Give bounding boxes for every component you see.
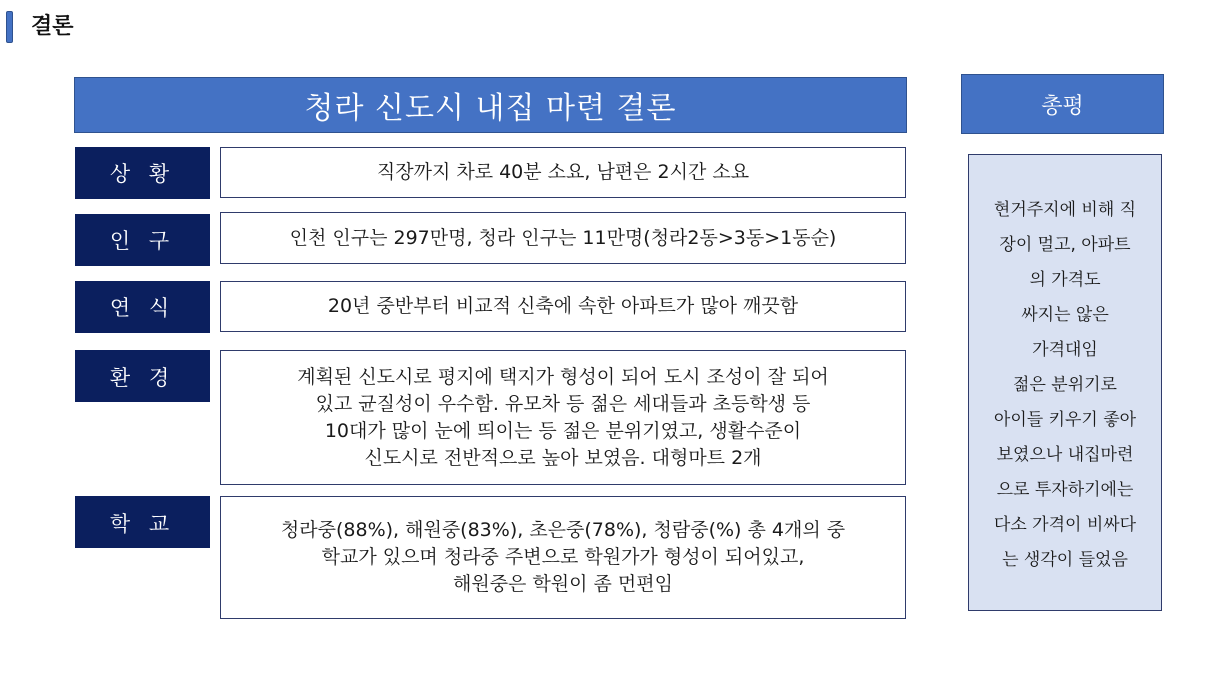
summary-line: 가격대임 [1032, 340, 1098, 360]
row-content-age [220, 281, 906, 332]
row-label-environment: 환 경 [75, 350, 210, 402]
summary-line: 싸지는 않은 [1021, 305, 1109, 325]
content-line: 직장까지 차로 40분 소요, 남편은 2시간 소요 [376, 161, 750, 183]
content-line: 학교가 있으며 청라중 주변으로 학원가가 형성이 되어있고, [321, 546, 805, 568]
content-line: 해원중은 학원이 좀 먼편임 [452, 573, 673, 595]
row-content-situation [220, 147, 906, 198]
content-line: 계획된 신도시로 평지에 택지가 형성이 되어 도시 조성이 잘 되어 [297, 365, 829, 388]
summary-line: 현거주지에 비해 직 [993, 200, 1137, 220]
summary-line: 아이들 키우기 좋아 [993, 410, 1137, 430]
content-line: 인천 인구는 297만명, 청라 인구는 11만명(청라2동>3동>1동순) [289, 226, 837, 249]
summary-line: 는 생각이 들었음 [1002, 550, 1128, 570]
row-content-school [220, 496, 906, 619]
row-label-school: 학 교 [75, 496, 210, 548]
summary-line: 보였으나 내집마련 [996, 445, 1134, 465]
summary-line: 다소 가격이 비싸다 [993, 515, 1137, 535]
summary-line: 으로 투자하기에는 [996, 480, 1134, 500]
row-content-environment [220, 350, 906, 485]
main-title: 청라 신도시 내집 마련 결론 [74, 77, 907, 133]
row-label-situation: 상 황 [75, 147, 210, 199]
summary-box [968, 154, 1162, 611]
summary-line: 의 가격도 [1029, 270, 1101, 290]
section-title: 결론 [31, 14, 74, 39]
section-marker [6, 11, 13, 43]
summary-line: 젊은 분위기로 [1013, 375, 1117, 395]
row-label-population: 인 구 [75, 214, 210, 266]
content-line: 10대가 많이 눈에 띄이는 등 젊은 분위기였고, 생활수준이 [324, 419, 802, 442]
content-line: 신도시로 전반적으로 높아 보였음. 대형마트 2개 [364, 446, 762, 469]
content-line: 20년 중반부터 비교적 신축에 속한 아파트가 많아 깨끗함 [327, 295, 799, 317]
row-content-population [220, 212, 906, 264]
content-line: 청라중(88%), 해원중(83%), 초은중(78%), 청람중(%) 총 4개의 중 [280, 519, 846, 541]
content-line: 있고 균질성이 우수함. 유모차 등 젊은 세대들과 초등학생 등 [315, 392, 811, 415]
summary-title: 총평 [961, 74, 1164, 134]
row-label-age: 연 식 [75, 281, 210, 333]
summary-line: 장이 멀고, 아파트 [999, 235, 1131, 255]
